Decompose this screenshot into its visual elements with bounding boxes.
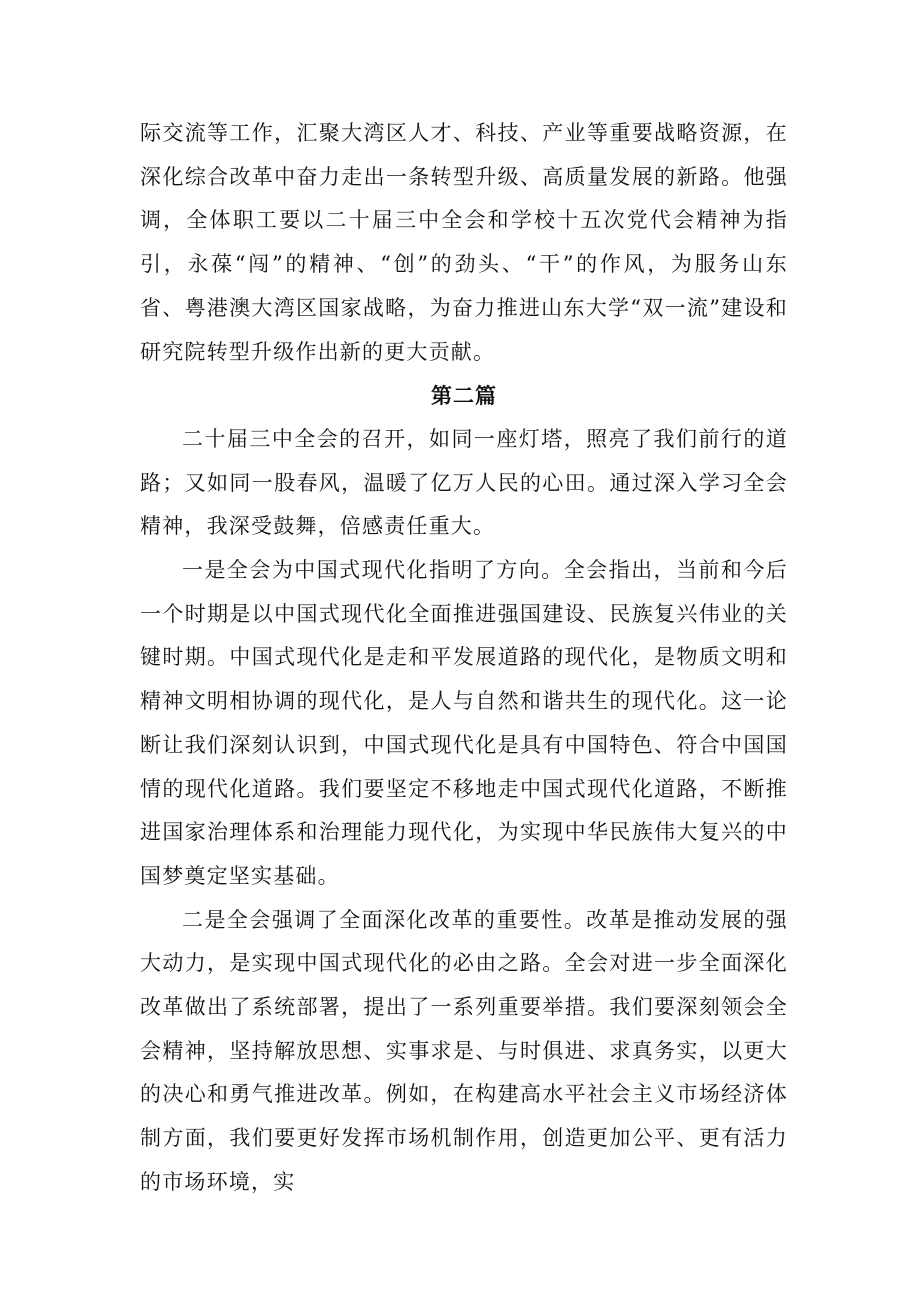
document-body	[140, 112, 788, 1205]
paragraph-continued: 际交流等工作，汇聚大湾区人才、科技、产业等重要战略资源，在深化综合改革中奋力走出一条转型升级、高质量发展的新路。他强调，全体职工要以二十届三中全会和学校十五次党代会精神为指引，永葆“闯”的精神、“创”的劲头、“干”的作风，为服务山东省、粤港澳大湾区国家战略，为奋力推进山东大学“双一流”建设和研究院转型升级作出新的更大贡献。	[140, 121, 788, 364]
paragraph-point-two: 二是全会强调了全面深化改革的重要性。改革是推动发展的强大动力，是实现中国式现代化的必由之路。全会对进一步全面深化改革做出了系统部署，提出了一系列重要举措。我们要深刻领会全会精神，坚持解放思想、实事求是、与时俱进、求真务实，以更大的决心和勇气推进改革。例如，在构建高水平社会主义市场经济体制方面，我们要更好发挥市场机制作用，创造更加公平、更有活力的市场环境，实	[140, 907, 788, 1194]
paragraph-point-one: 一是全会为中国式现代化指明了方向。全会指出，当前和今后一个时期是以中国式现代化全面推进强国建设、民族复兴伟业的关键时期。中国式现代化是走和平发展道路的现代化，是物质文明和精神文明相协调的现代化，是人与自然和谐共生的现代化。这一论断让我们深刻认识到，中国式现代化是具有中国特色、符合中国国情的现代化道路。我们要坚定不移地走中国式现代化道路，不断推进国家治理体系和治理能力现代化，为实现中华民族伟大复兴的中国梦奠定坚实基础。	[140, 558, 788, 888]
paragraph-intro: 二十届三中全会的召开，如同一座灯塔，照亮了我们前行的道路；又如同一股春风，温暖了亿万人民的心田。通过深入学习全会精神，我深受鼓舞，倍感责任重大。	[140, 426, 788, 539]
section-title: 第二篇	[431, 383, 497, 409]
